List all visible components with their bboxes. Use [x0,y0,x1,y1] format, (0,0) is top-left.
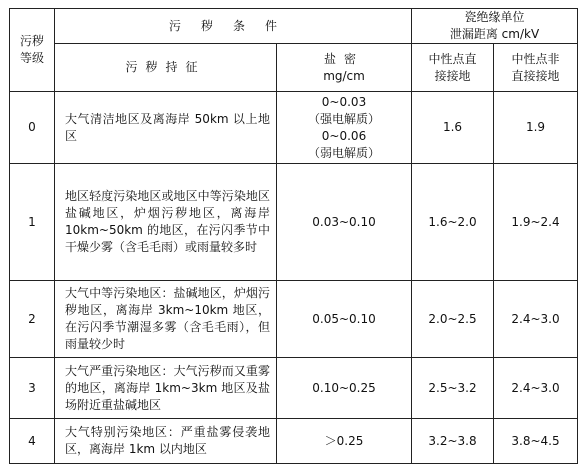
table-row [10,281,578,358]
direct-cell: 3.2~3.8 [412,419,494,464]
salt-cell [277,92,412,164]
header-distance-title: 瓷绝缘单位 [464,10,525,24]
header-neutral-direct: 中性点直接接地 [412,44,494,92]
level-cell: 0 [10,92,55,164]
salt-line: 0~0.03 [321,94,367,109]
header-salt-unit: mg/cm [323,68,365,83]
level-cell: 3 [10,358,55,419]
level-cell: 4 [10,419,55,464]
indirect-cell: 3.8~4.5 [494,419,578,464]
salt-line: （弱电解质） [308,145,381,160]
header-salt [277,44,412,92]
salt-line: 0~0.06 [321,128,367,143]
salt-cell: 0.05~0.10 [277,281,412,358]
header-neutral-indirect: 中性点非直接接地 [494,44,578,92]
direct-cell: 2.5~3.2 [412,358,494,419]
indirect-cell: 1.9 [494,92,578,164]
header-salt-title: 盐密 [324,51,365,66]
indirect-cell: 1.9~2.4 [494,164,578,281]
table-row [10,358,578,419]
table-row [10,419,578,464]
salt-line: （强电解质） [308,111,381,126]
header-distance [412,9,578,44]
table-row [10,164,578,281]
salt-cell: ＞0.25 [277,419,412,464]
feature-cell: 大气清洁地区及离海岸 50km 以上地区 [55,92,277,164]
salt-cell: 0.03~0.10 [277,164,412,281]
header-level: 污秽等级 [10,9,55,92]
direct-cell: 2.0~2.5 [412,281,494,358]
feature-cell: 大气特别污染地区：严重盐雾侵袭地区，离海岸 1km 以内地区 [55,419,277,464]
header-conditions: 污秽条件 [55,9,412,44]
feature-cell: 大气中等污染地区：盐碱地区，炉烟污秽地区，离海岸 3km~10km 地区，在污闪季节潮湿多雾（含毛毛雨），但雨量较少时 [55,281,277,358]
table-row [10,92,578,164]
pollution-level-table [9,8,578,464]
level-cell: 1 [10,164,55,281]
direct-cell: 1.6 [412,92,494,164]
feature-cell: 大气严重污染地区：大气污秽而又重雾的地区，离海岸 1km~3km 地区及盐场附近重盐碱地区 [55,358,277,419]
level-cell: 2 [10,281,55,358]
direct-cell: 1.6~2.0 [412,164,494,281]
salt-cell: 0.10~0.25 [277,358,412,419]
indirect-cell: 2.4~3.0 [494,281,578,358]
feature-cell: 地区轻度污染地区或地区中等污染地区 盐碱地区，炉烟污秽地区，离海岸 10km~50km 的地区，在污闪季节中干燥少雾（含毛毛雨）或雨量较多时 [55,164,277,281]
header-feature: 污秽持征 [55,44,277,92]
header-distance-sub: 泄漏距离 cm/kV [449,27,540,41]
indirect-cell: 2.4~3.0 [494,358,578,419]
